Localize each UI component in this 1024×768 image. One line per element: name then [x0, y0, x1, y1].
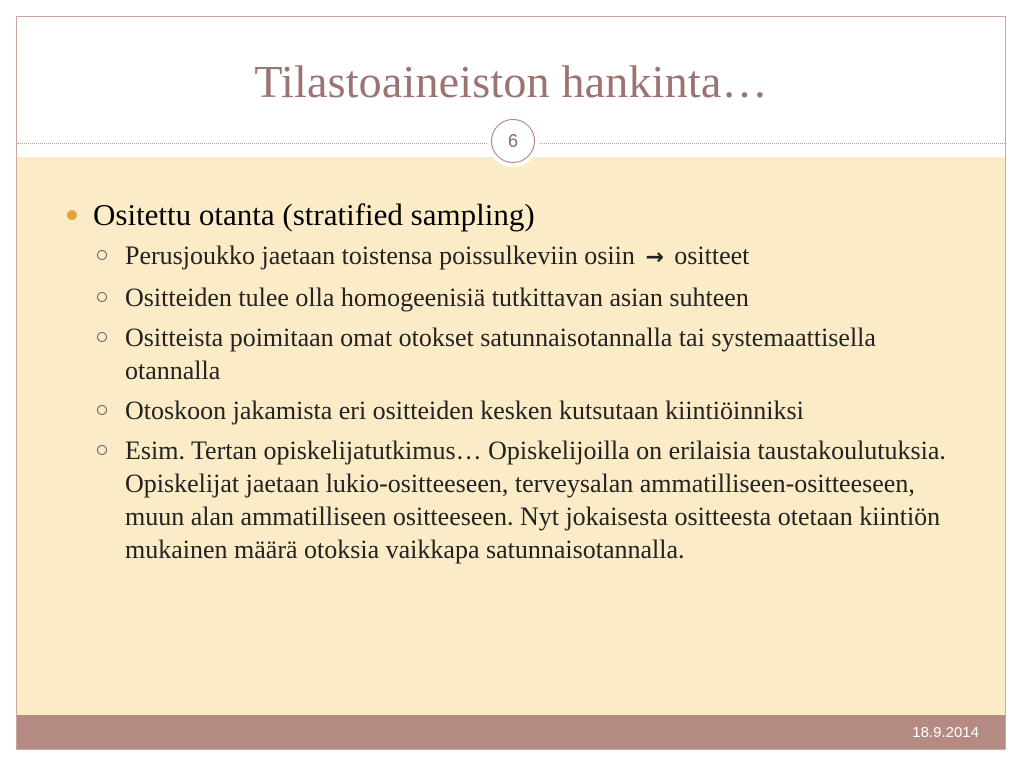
sub-bullet-list	[93, 239, 963, 566]
sub-bullet-item	[93, 321, 963, 387]
ring-bullet-icon	[97, 292, 107, 302]
bullet-list	[61, 197, 961, 573]
sub-bullet-text: Esim. Tertan opiskelijatutkimus… Opiskelijoilla on erilaisia taustakoulutuksia. Opiskelijat jaetaan lukio-ositteeseen, terveysalan ammatilliseen-ositteeseen, muun alan ammatilliseen ositteeseen. Nyt jokaisesta ositteesta otetaan kiintiön mukainen määrä otoksia vaikkapa satunnaisotannalla.	[125, 436, 946, 564]
slide	[16, 16, 1006, 750]
sub-bullet-item	[93, 394, 963, 427]
sub-bullet-text: Ositteista poimitaan omat otokset satunnaisotannalla tai systemaattisella otannalla	[125, 323, 876, 385]
right-arrow-icon: →	[645, 245, 664, 270]
slide-number: 6	[491, 119, 535, 163]
sub-bullet-item	[93, 434, 963, 566]
ring-bullet-icon	[97, 250, 107, 260]
slide-number-badge	[487, 115, 539, 167]
footer-date: 18.9.2014	[912, 724, 979, 741]
bullet-dot-icon	[67, 210, 77, 220]
sub-bullet-item	[93, 281, 963, 314]
sub-bullet-item	[93, 239, 963, 274]
footer-bar	[17, 715, 1005, 749]
slide-content	[17, 157, 1005, 715]
slide-title: Tilastoaineiston hankinta…	[254, 56, 768, 107]
ring-bullet-icon	[97, 405, 107, 415]
ring-bullet-icon	[97, 445, 107, 455]
bullet-text: Ositettu otanta (stratified sampling)	[93, 197, 535, 232]
bullet-item	[61, 197, 961, 233]
ring-bullet-icon	[97, 332, 107, 342]
sub-bullet-text: Otoskoon jakamista eri ositteiden kesken kutsutaan kiintiöinniksi	[125, 396, 804, 425]
sub-bullet-text: Perusjoukko jaetaan toistensa poissulkeviin osiin	[125, 241, 635, 270]
sub-bullet-text: Ositteiden tulee olla homogeenisiä tutkittavan asian suhteen	[125, 283, 749, 312]
sub-bullet-text: ositteet	[674, 241, 750, 270]
